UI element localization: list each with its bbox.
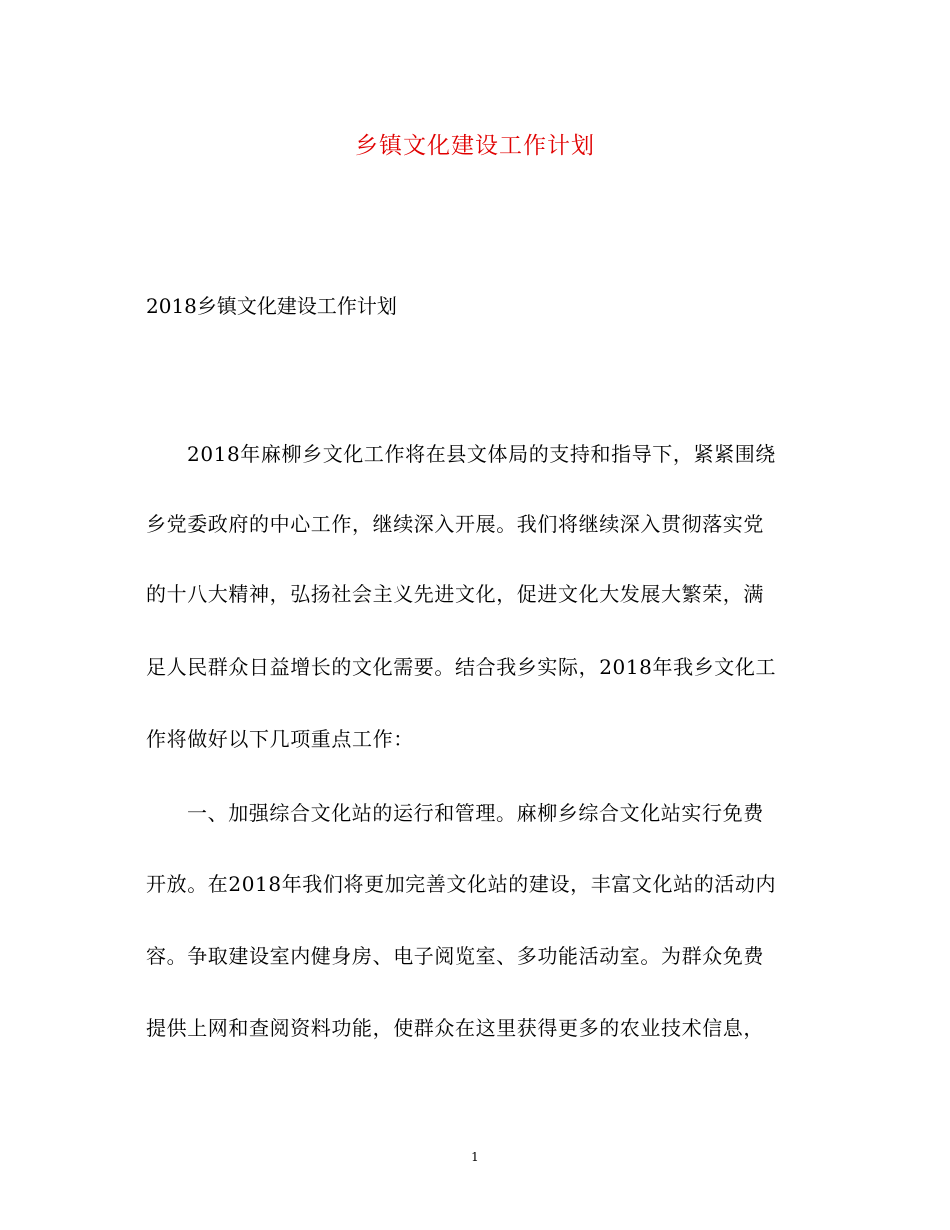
body-line: 足人民群众日益增长的文化需要。结合我乡实际，2018年我乡文化工 (146, 655, 777, 679)
document-title: 乡镇文化建设工作计划 (355, 133, 595, 159)
body-line: 的十八大精神，弘扬社会主义先进文化，促进文化大发展大繁荣，满 (146, 582, 764, 606)
body-line: 乡党委政府的中心工作，继续深入开展。我们将继续深入贯彻落实党 (146, 512, 764, 536)
body-line: 开放。在2018年我们将更加完善文化站的建设，丰富文化站的活动内 (146, 872, 777, 896)
document-subtitle: 2018乡镇文化建设工作计划 (146, 294, 397, 318)
body-line: 一、加强综合文化站的运行和管理。麻柳乡综合文化站实行免费 (187, 801, 764, 825)
body-line: 容。争取建设室内健身房、电子阅览室、多功能活动室。为群众免费 (146, 944, 764, 968)
body-line: 2018年麻柳乡文化工作将在县文体局的支持和指导下，紧紧围绕 (187, 442, 776, 466)
page-number: 1 (471, 1150, 479, 1164)
body-line: 作将做好以下几项重点工作： (146, 727, 414, 751)
body-line: 提供上网和查阅资料功能，使群众在这里获得更多的农业技术信息， (146, 1016, 764, 1040)
